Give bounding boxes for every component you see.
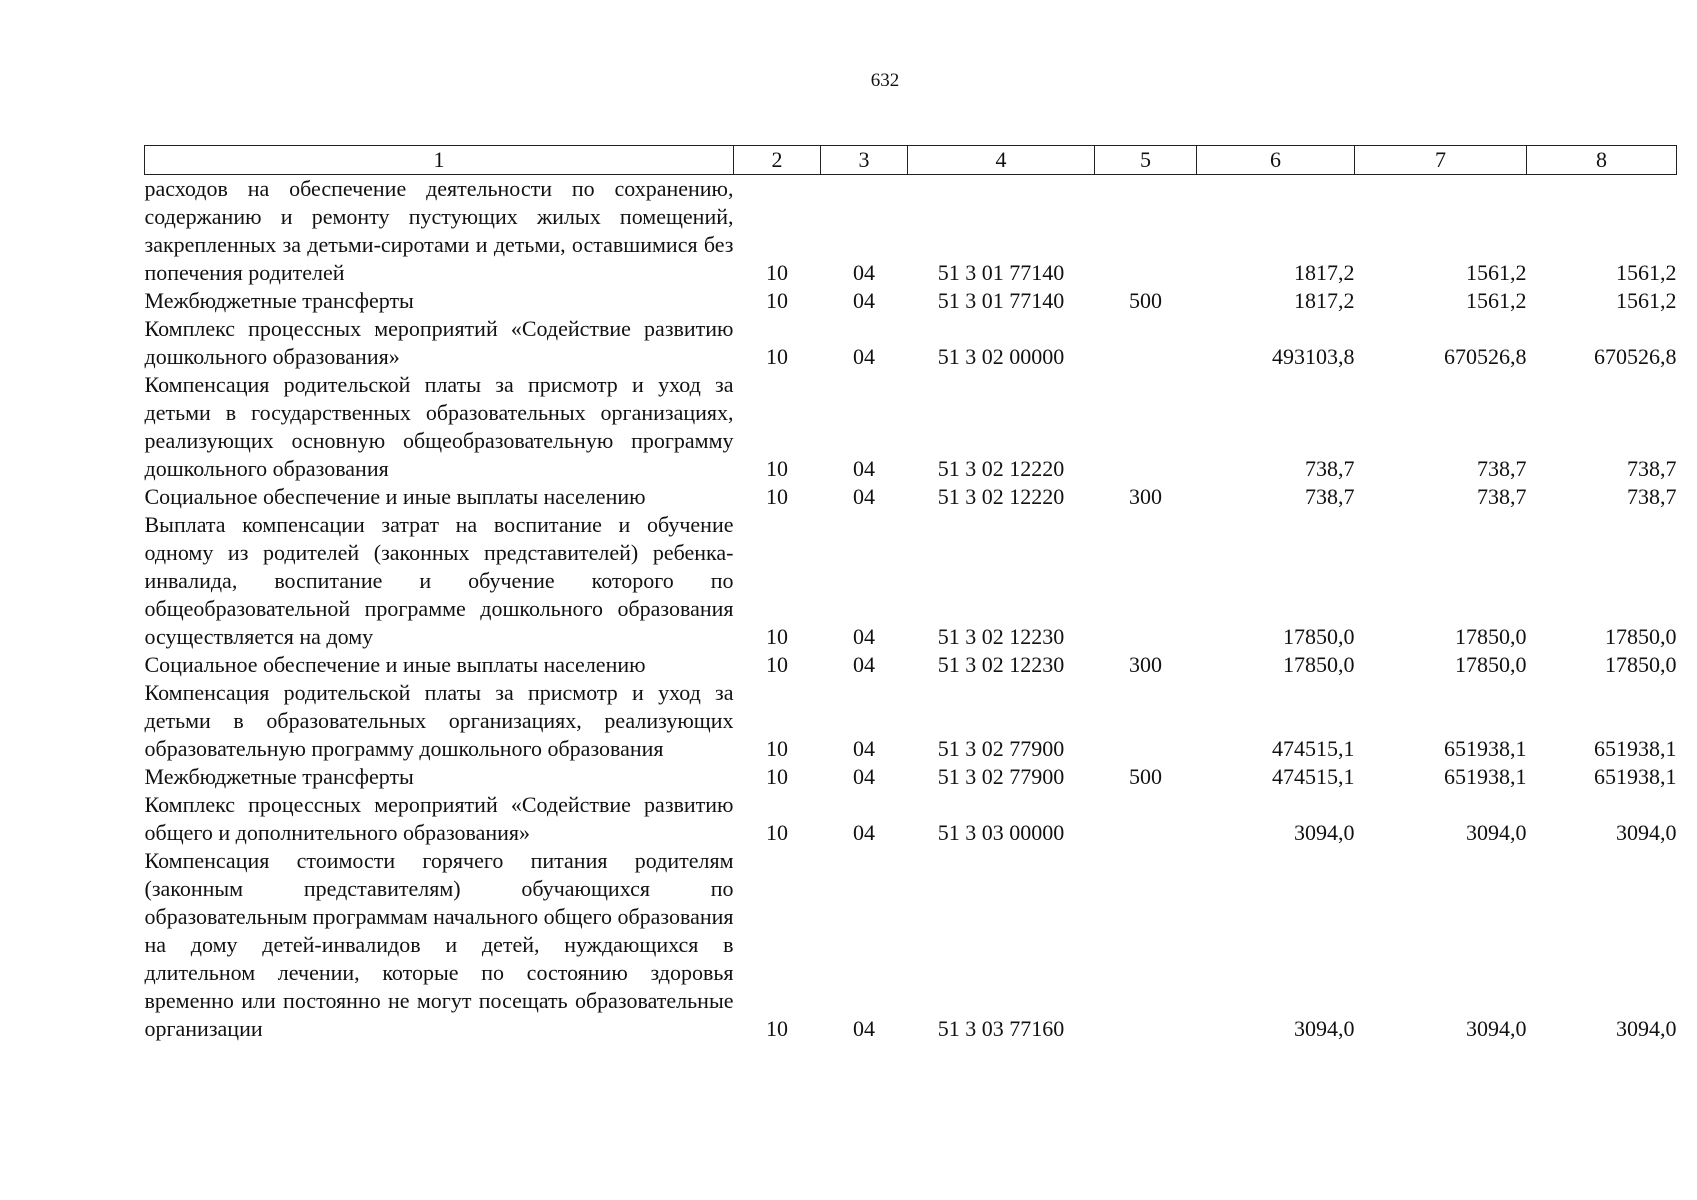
row-description: Межбюджетные трансферты <box>144 288 414 313</box>
table-row <box>145 791 1677 847</box>
row-description: Межбюджетные трансферты <box>144 764 414 789</box>
row-expense-type <box>1095 511 1197 651</box>
table-row <box>145 511 1677 651</box>
row-description: Социальное обеспечение и иные выплаты населению <box>144 652 646 677</box>
row-amount-col8: 1561,2 <box>1616 288 1677 313</box>
row-amount-col6: 3094,0 <box>1294 820 1355 845</box>
row-target-code: 51 3 02 77900 <box>937 736 1065 761</box>
row-expense-type: 300 <box>1129 652 1162 677</box>
row-description: Компенсация родительской платы за присмотр и уход за детьми в образовательных организациях, реализующих образовательную программу дошкольного образования <box>144 680 734 761</box>
row-target-code: 51 3 03 00000 <box>937 820 1065 845</box>
row-amount-col6: 493103,8 <box>1272 344 1355 369</box>
row-description: Комплекс процессных мероприятий «Содействие развитию общего и дополнительного образования» <box>144 792 734 845</box>
row-target-code: 51 3 02 12220 <box>937 456 1065 481</box>
row-description: Компенсация стоимости горячего питания родителям (законным представителям) обучающихся по образовательным программам начального общего образования на дому детей-инвалидов и детей, нуждающихся в длительном лечении, которые по состоянию здоровья временно или постоянно не могут посещать образовательные организации <box>144 848 734 1041</box>
row-amount-col7: 651938,1 <box>1444 764 1527 789</box>
row-amount-col6: 17850,0 <box>1283 652 1355 677</box>
row-amount-col8: 738,7 <box>1627 456 1677 481</box>
table-row <box>145 483 1677 511</box>
row-amount-col7: 670526,8 <box>1444 344 1527 369</box>
table-body <box>145 175 1677 1044</box>
row-subsection: 04 <box>853 820 875 845</box>
row-subsection: 04 <box>853 456 875 481</box>
row-amount-col6: 1817,2 <box>1294 260 1355 285</box>
row-subsection: 04 <box>853 484 875 509</box>
row-expense-type <box>1095 679 1197 763</box>
table-row <box>145 651 1677 679</box>
row-amount-col8: 738,7 <box>1627 484 1677 509</box>
row-target-code: 51 3 02 77900 <box>937 764 1065 789</box>
row-amount-col6: 738,7 <box>1305 456 1355 481</box>
row-amount-col6: 1817,2 <box>1294 288 1355 313</box>
row-target-code: 51 3 03 77160 <box>937 1016 1065 1041</box>
row-amount-col7: 738,7 <box>1477 456 1527 481</box>
row-section: 10 <box>766 820 788 845</box>
row-amount-col7: 3094,0 <box>1466 1016 1527 1041</box>
row-amount-col8: 651938,1 <box>1594 764 1677 789</box>
row-section: 10 <box>766 652 788 677</box>
row-amount-col8: 651938,1 <box>1594 736 1677 761</box>
row-amount-col7: 17850,0 <box>1455 652 1527 677</box>
row-amount-col8: 3094,0 <box>1616 1016 1677 1041</box>
column-header-5: 5 <box>1095 146 1197 175</box>
budget-table <box>144 145 1677 1043</box>
row-amount-col6: 474515,1 <box>1272 764 1355 789</box>
row-amount-col7: 1561,2 <box>1466 260 1527 285</box>
table-row <box>145 175 1677 288</box>
row-amount-col7: 17850,0 <box>1455 624 1527 649</box>
row-section: 10 <box>766 260 788 285</box>
row-description: Социальное обеспечение и иные выплаты населению <box>144 484 646 509</box>
row-section: 10 <box>766 736 788 761</box>
row-description: расходов на обеспечение деятельности по сохранению, содержанию и ремонту пустующих жилых помещений, закрепленных за детьми-сиротами и детьми, оставшимися без попечения родителей <box>144 176 734 285</box>
row-description: Комплекс процессных мероприятий «Содействие развитию дошкольного образования» <box>144 316 734 369</box>
row-section: 10 <box>766 764 788 789</box>
table-row <box>145 847 1677 1043</box>
table-row <box>145 371 1677 483</box>
row-subsection: 04 <box>853 260 875 285</box>
row-subsection: 04 <box>853 624 875 649</box>
page-number: 632 <box>870 70 900 91</box>
row-expense-type: 500 <box>1129 288 1162 313</box>
row-amount-col8: 17850,0 <box>1605 624 1677 649</box>
row-amount-col8: 1561,2 <box>1616 260 1677 285</box>
column-header-1: 1 <box>145 146 734 175</box>
row-expense-type: 500 <box>1129 764 1162 789</box>
row-expense-type <box>1095 315 1197 371</box>
row-amount-col7: 738,7 <box>1477 484 1527 509</box>
row-amount-col8: 3094,0 <box>1616 820 1677 845</box>
row-amount-col6: 738,7 <box>1305 484 1355 509</box>
table-row <box>145 679 1677 763</box>
row-section: 10 <box>766 624 788 649</box>
row-section: 10 <box>766 484 788 509</box>
row-expense-type: 300 <box>1129 484 1162 509</box>
row-target-code: 51 3 02 12230 <box>937 652 1065 677</box>
row-subsection: 04 <box>853 344 875 369</box>
row-target-code: 51 3 01 77140 <box>937 288 1065 313</box>
row-target-code: 51 3 02 12230 <box>937 624 1065 649</box>
row-expense-type <box>1095 175 1197 288</box>
table-row <box>145 763 1677 791</box>
row-amount-col6: 17850,0 <box>1283 624 1355 649</box>
row-amount-col8: 670526,8 <box>1594 344 1677 369</box>
table-row <box>145 287 1677 315</box>
row-subsection: 04 <box>853 288 875 313</box>
row-amount-col7: 3094,0 <box>1466 820 1527 845</box>
table-row <box>145 315 1677 371</box>
column-header-4: 4 <box>908 146 1095 175</box>
row-amount-col6: 3094,0 <box>1294 1016 1355 1041</box>
row-expense-type <box>1095 791 1197 847</box>
column-header-7: 7 <box>1355 146 1527 175</box>
row-subsection: 04 <box>853 652 875 677</box>
row-section: 10 <box>766 456 788 481</box>
row-expense-type <box>1095 847 1197 1043</box>
row-subsection: 04 <box>853 736 875 761</box>
row-amount-col7: 651938,1 <box>1444 736 1527 761</box>
header-row <box>145 146 1677 175</box>
row-section: 10 <box>766 1016 788 1041</box>
row-target-code: 51 3 02 00000 <box>937 344 1065 369</box>
row-section: 10 <box>766 288 788 313</box>
row-subsection: 04 <box>853 764 875 789</box>
column-header-2: 2 <box>734 146 821 175</box>
row-target-code: 51 3 01 77140 <box>937 260 1065 285</box>
row-subsection: 04 <box>853 1016 875 1041</box>
column-header-3: 3 <box>821 146 908 175</box>
row-section: 10 <box>766 344 788 369</box>
row-target-code: 51 3 02 12220 <box>937 484 1065 509</box>
row-amount-col8: 17850,0 <box>1605 652 1677 677</box>
row-description: Компенсация родительской платы за присмотр и уход за детьми в государственных образовательных организациях, реализующих основную общеобразовательную программу дошкольного образования <box>144 372 734 481</box>
row-amount-col6: 474515,1 <box>1272 736 1355 761</box>
row-amount-col7: 1561,2 <box>1466 288 1527 313</box>
row-description: Выплата компенсации затрат на воспитание и обучение одному из родителей (законных представителей) ребенка-инвалида, воспитание и обучение которого по общеобразовательной программе дошкольного образования осуществляется на дому <box>144 512 734 649</box>
column-header-8: 8 <box>1527 146 1677 175</box>
row-expense-type <box>1095 371 1197 483</box>
column-header-6: 6 <box>1197 146 1355 175</box>
